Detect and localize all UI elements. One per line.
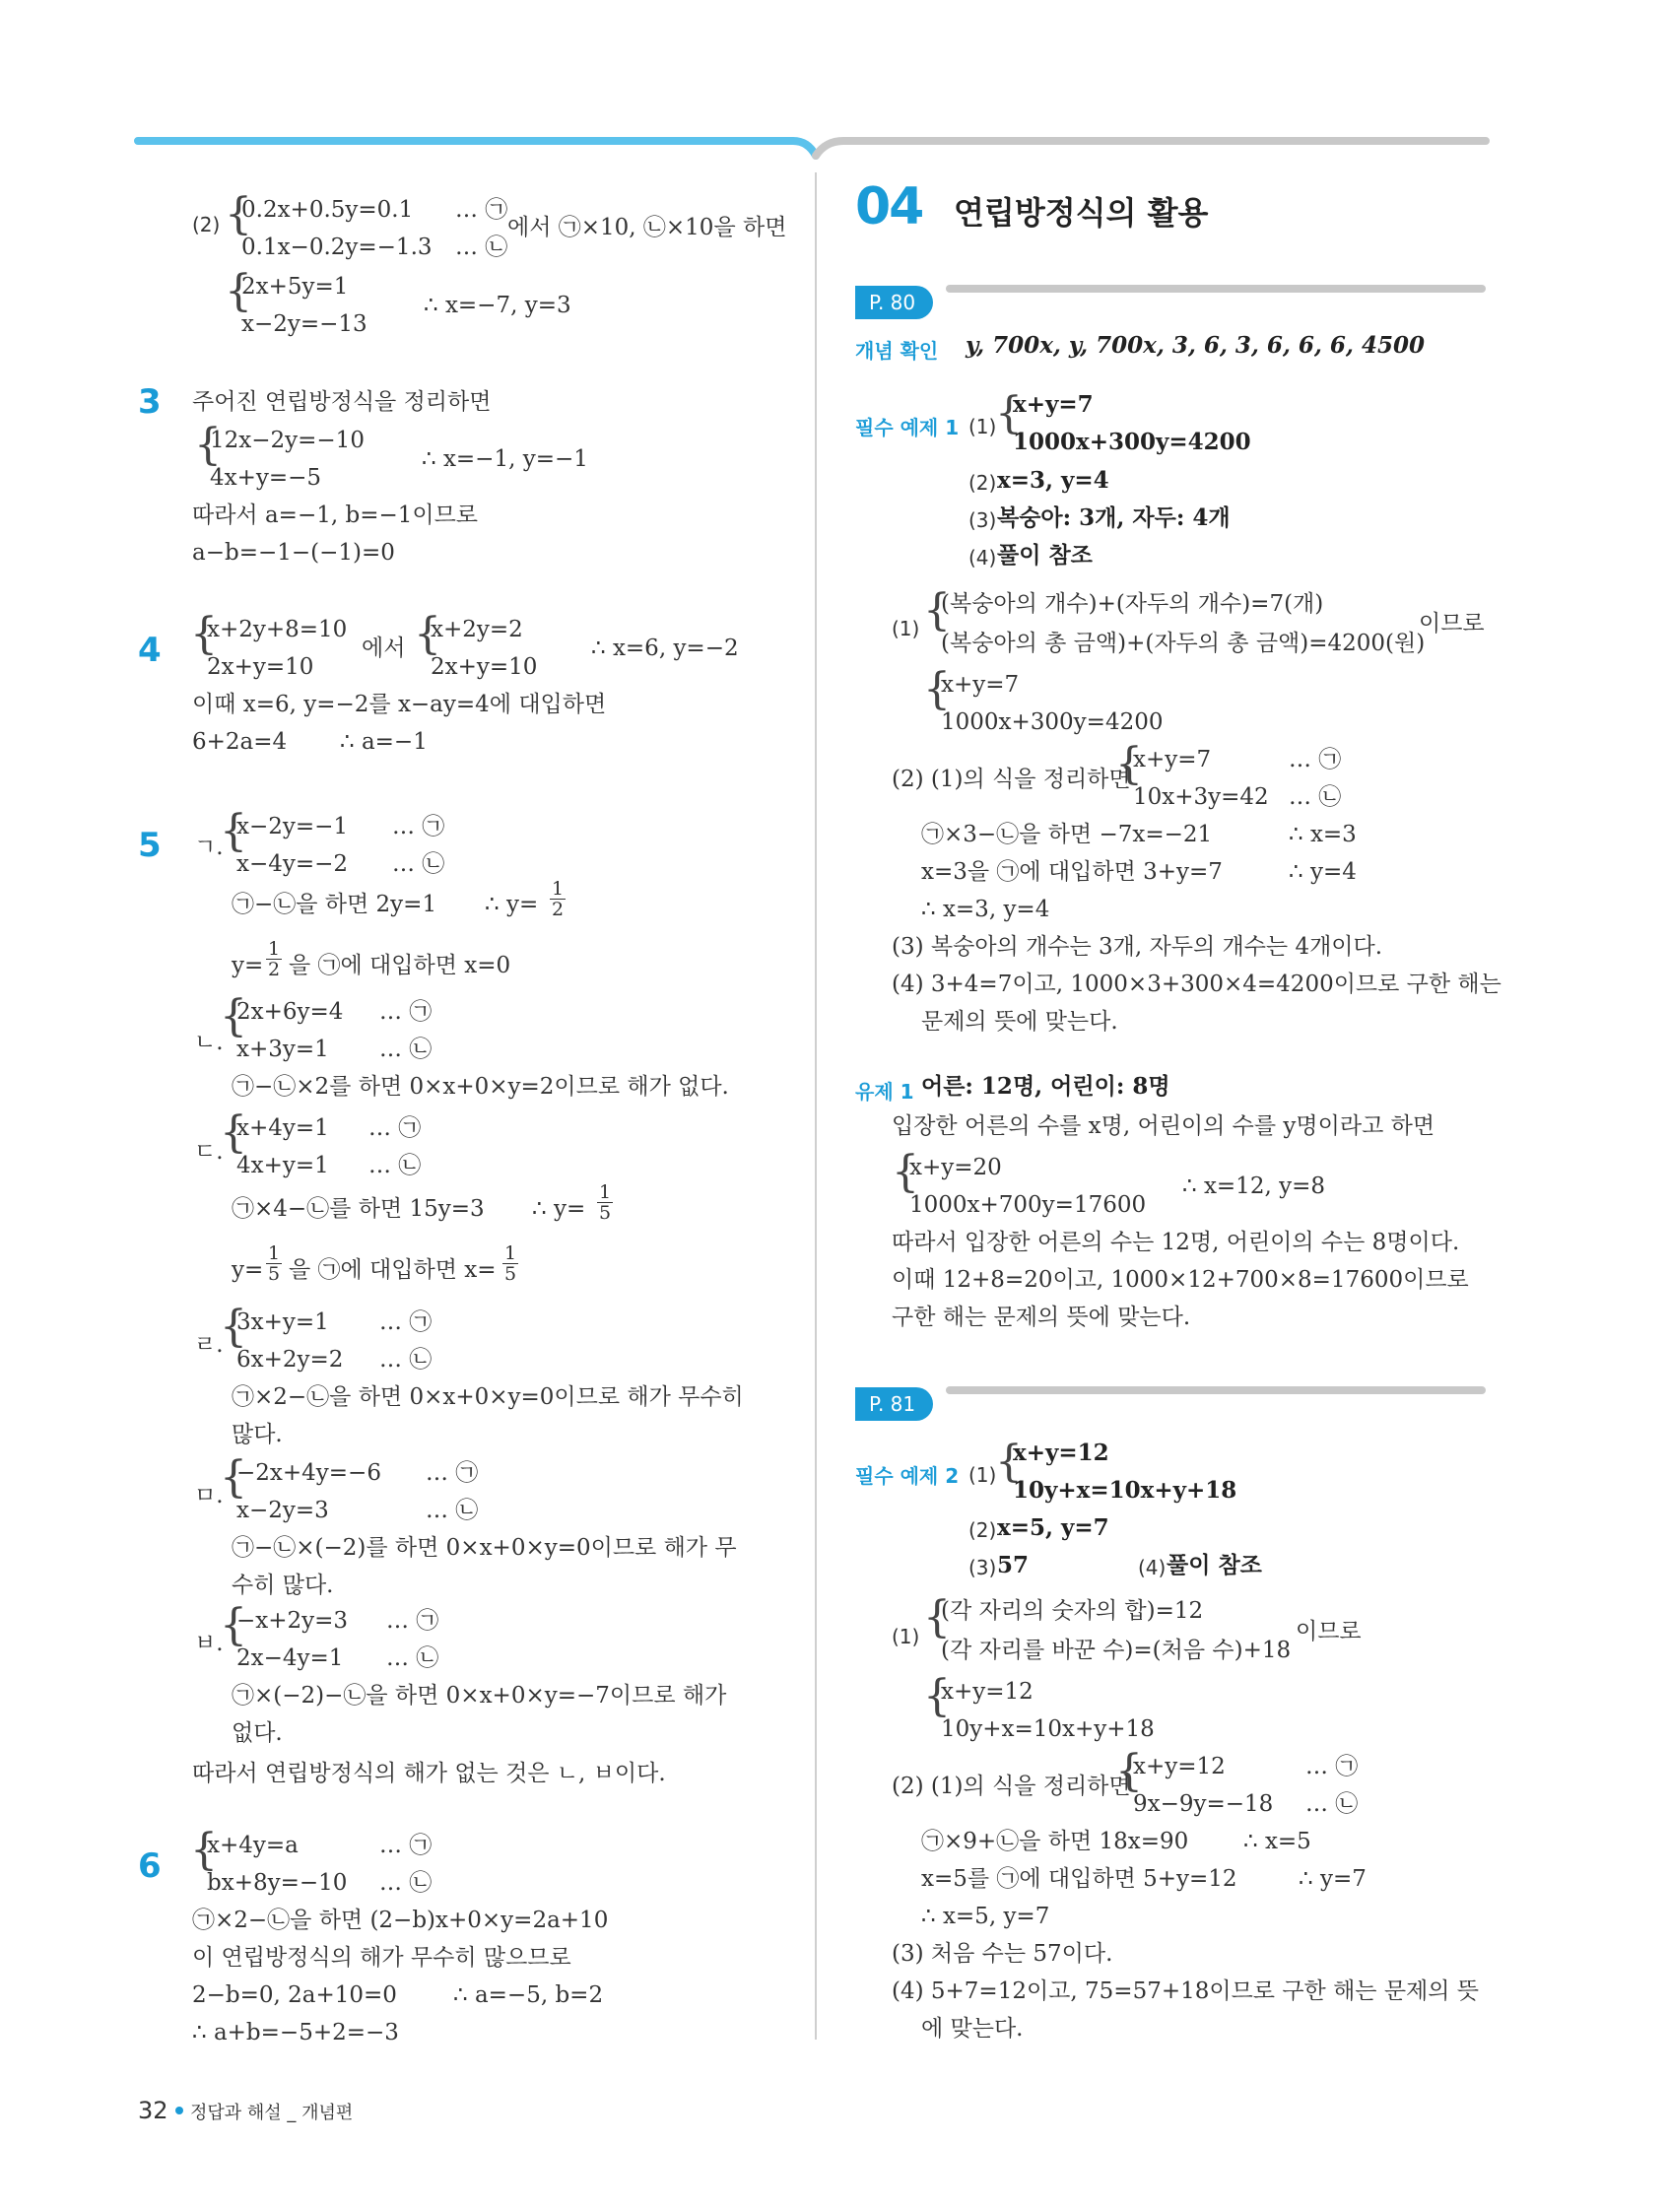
concept-answer: y, 700x, y, 700x, 3, 6, 3, 6, 6, 6, 4500 [966,332,1425,359]
brace: { [220,806,247,856]
text: 따라서 입장한 어른의 수는 12명, 어린이의 수는 8명이다. [892,1230,1460,1255]
eq-mark: … ㉡ [379,1347,433,1373]
eq-line: −2x+4y=−6 [236,1460,381,1486]
eq-line: 6x+2y=2 [236,1347,344,1373]
eq-line: 9x−9y=−18 [1133,1791,1274,1817]
eq-mark: … ㉡ [426,1498,479,1523]
page-ref-badge: P. 81 [855,1387,933,1421]
eq-mark: … ㉠ [379,1309,433,1335]
eq-line: x−2y=−13 [241,311,367,337]
brace: { [1115,1746,1143,1796]
item-label: (1) [968,1463,997,1487]
text: 이 연립방정식의 해가 무수히 많으므로 [192,1945,571,1971]
text: 에 맞는다. [921,2016,1024,2042]
fraction [266,939,282,979]
column-divider [815,172,817,2040]
numerator: 1 [268,1242,281,1264]
question-number: 5 [138,826,162,865]
eq-line: x+y=7 [941,672,1020,698]
eq-mark: … ㉡ [1289,784,1342,810]
eq-line: bx+8y=−10 [207,1870,348,1896]
text: 6+2a=4 [192,729,288,755]
result: ∴ x=−1, y=−1 [422,446,588,472]
result: ∴ x=3 [1289,822,1357,847]
eq-line: x+4y=1 [236,1115,329,1141]
text: ㉠×4−㉡를 하면 15y=3 [232,1196,485,1222]
eq-mark: … ㉠ [386,1608,439,1634]
brace: { [995,388,1023,438]
brace: { [923,585,951,636]
answer-line: 풀이 참조 [1167,1552,1262,1578]
eq-mark: … ㉠ [1305,1754,1359,1779]
text: y= [232,953,264,978]
text: a−b=−1−(−1)=0 [192,540,395,566]
text: 이므로 [1296,1619,1362,1644]
item-label: (3) [968,508,997,532]
eq-line: 2x+y=10 [431,654,538,680]
example-label: 필수 예제 1 [855,416,960,439]
eq-mark: … ㉡ [368,1153,422,1178]
item-label: (4) [968,546,997,570]
answer-line: 풀이 참조 [997,542,1093,569]
result: ∴ x=5 [1243,1829,1311,1854]
section-title: 연립방정식의 활용 [954,194,1209,232]
eq-line: 10x+3y=42 [1133,784,1269,810]
denominator: 2 [552,899,565,920]
brace: { [190,1825,218,1875]
brace: { [923,1671,951,1721]
fraction [597,1182,613,1223]
eq-line: 2x+5y=1 [241,274,349,300]
eq-line: 2x−4y=1 [236,1645,344,1671]
text: (복숭아의 개수)+(자두의 개수)=7(개) [941,591,1324,617]
numerator: 1 [599,1181,612,1203]
item-label: (2) [968,1518,997,1542]
brace: { [220,1107,247,1158]
brace: { [892,1147,919,1197]
text: x=3을 ㉠에 대입하면 3+y=7 [921,859,1223,885]
result: ∴ y=4 [1289,859,1357,885]
eq-mark: … ㉡ [379,1870,433,1896]
header-bar [0,0,1668,177]
text: 2−b=0, 2a+10=0 [192,1982,397,2008]
item-label: ㄴ. [194,1030,224,1055]
item-label: ㅁ. [194,1483,224,1508]
result: ∴ x=−7, y=3 [424,293,571,318]
text: 을 ㉠에 대입하면 x= [289,1257,497,1283]
item-label: ㄱ. [194,835,224,860]
brace: { [923,664,951,714]
answer-line: 57 [997,1552,1030,1578]
result: ∴ a=−5, b=2 [453,1982,604,2008]
item-label: (3) [968,1556,997,1579]
eq-line: 0.2x+0.5y=0.1 [241,197,414,223]
text: ㉠×2−㉡을 하면 0×x+0×y=0이므로 해가 무수히 [232,1384,744,1410]
eq-line: x+2y=2 [431,617,523,642]
text: 많다. [232,1422,283,1447]
text: 이므로 [1419,611,1485,637]
text: 이때 x=6, y=−2를 x−ay=4에 대입하면 [192,692,607,717]
example-label: 필수 예제 2 [855,1464,960,1488]
text: 따라서 연립방정식의 해가 없는 것은 ㄴ, ㅂ이다. [192,1761,666,1786]
eq-line: 3x+y=1 [236,1309,329,1335]
eq-line: −x+2y=3 [236,1608,349,1634]
result: ∴ a=−1 [340,729,428,755]
text: (2) (1)의 식을 정리하면 [892,1774,1131,1799]
eq-line: x+y=7 [1133,747,1212,772]
item-label: (2) [968,471,997,495]
numerator: 1 [268,938,281,960]
eq-mark: … ㉡ [392,851,445,877]
item-label: (4) [1138,1556,1167,1579]
eq-line: 12x−2y=−10 [210,428,365,453]
eq-line: x+2y+8=10 [207,617,348,642]
text: (3) 복숭아의 개수는 3개, 자두의 개수는 4개이다. [892,934,1383,960]
eq-line: 10y+x=10x+y+18 [941,1716,1155,1742]
denominator: 5 [504,1263,517,1285]
numerator: 1 [504,1242,517,1264]
text: (각 자리를 바꾼 수)=(처음 수)+18 [941,1638,1292,1663]
answer-line: 10y+x=10x+y+18 [1013,1477,1237,1504]
eq-mark: … ㉠ [455,197,508,223]
answer-line: x=5, y=7 [997,1514,1109,1541]
eq-line: x+4y=a [207,1833,299,1858]
eq-line: x−4y=−2 [236,851,349,877]
brace: { [220,991,247,1041]
brace: { [194,420,222,470]
eq-mark: … ㉠ [379,1833,433,1858]
eq-line: 4x+y=1 [236,1153,329,1178]
eq-line: x+3y=1 [236,1037,329,1062]
brace: { [414,609,441,659]
brace: { [225,189,252,239]
numerator: 1 [552,878,565,900]
result: ∴ x=12, y=8 [1182,1173,1325,1199]
page-number: 32 [138,2097,168,2124]
text: ㉠−㉡×2를 하면 0×x+0×y=2이므로 해가 없다. [232,1074,729,1100]
divider-line [946,1386,1486,1394]
concept-label: 개념 확인 [855,339,939,363]
eq-mark: … ㉡ [386,1645,439,1671]
text: 에서 ㉠×10, ㉡×10을 하면 [507,215,787,240]
item-label: ㄷ. [194,1139,224,1165]
item-label: (1) [968,415,997,438]
text: (2) (1)의 식을 정리하면 [892,767,1131,792]
text: y= [232,1257,264,1283]
bullet-icon [175,2107,183,2114]
eq-line: 1000x+700y=17600 [909,1192,1147,1218]
book-title: 정답과 해설 _ 개념편 [190,2103,354,2123]
eq-mark: … ㉠ [1289,747,1342,772]
eq-line: 4x+y=−5 [210,465,322,491]
item-label: (2) [192,213,221,236]
answer-line: 복숭아: 3개, 자두: 4개 [997,504,1231,531]
text: 문제의 뜻에 맞는다. [921,1009,1118,1035]
answer-line: x+y=7 [1013,391,1094,418]
eq-line: 2x+y=10 [207,654,314,680]
text: ㉠−㉡을 하면 2y=1 [232,892,437,917]
result: ∴ y=7 [1299,1866,1367,1892]
question-number: 4 [138,631,162,670]
brace: { [1115,739,1143,789]
denominator: 5 [268,1263,281,1285]
question-number: 3 [138,382,162,422]
section-number: 04 [855,177,923,236]
exercise-label: 유제 1 [855,1080,914,1104]
eq-line: x+y=12 [941,1679,1034,1705]
text: 따라서 a=−1, b=−1이므로 [192,503,479,528]
item-label: ㅂ. [194,1631,224,1656]
text: ㉠−㉡×(−2)를 하면 0×x+0×y=0이므로 해가 무 [232,1535,737,1561]
item-label: (1) [892,617,920,640]
text: x=5를 ㉠에 대입하면 5+y=12 [921,1866,1237,1892]
eq-mark: … ㉡ [379,1037,433,1062]
fraction [550,879,566,919]
text: (3) 처음 수는 57이다. [892,1941,1113,1967]
answer-line: 1000x+300y=4200 [1013,429,1251,455]
result: ∴ x=3, y=4 [921,897,1050,922]
result: ∴ y= [532,1196,586,1222]
text: 주어진 연립방정식을 정리하면 [192,389,492,415]
text: ㉠×3−㉡을 하면 −7x=−21 [921,822,1213,847]
eq-line: x+y=20 [909,1155,1002,1180]
brace: { [225,266,252,316]
text: 구한 해는 문제의 뜻에 맞는다. [892,1305,1191,1330]
answer-line: x+y=12 [1013,1440,1109,1466]
eq-mark: … ㉡ [1305,1791,1359,1817]
text: 이때 12+8=20이고, 1000×12+700×8=17600이므로 [892,1267,1469,1293]
divider-line [946,285,1486,293]
result: ∴ y= [485,892,539,917]
text: 없다. [232,1720,283,1746]
eq-line: 0.1x−0.2y=−1.3 [241,235,433,260]
text: ㉠×2−㉡을 하면 (2−b)x+0×y=2a+10 [192,1908,609,1933]
text: 수히 많다. [232,1573,334,1598]
eq-line: 2x+6y=4 [236,999,344,1025]
fraction [502,1243,518,1284]
eq-line: x+y=12 [1133,1754,1226,1779]
text: ㉠×(−2)−㉡을 하면 0×x+0×y=−7이므로 해가 [232,1683,727,1709]
text: 입장한 어른의 수를 x명, 어린이의 수를 y명이라고 하면 [892,1113,1435,1139]
exercise-answer: 어른: 12명, 어린이: 8명 [921,1073,1170,1100]
text: ㉠×9+㉡을 하면 18x=90 [921,1829,1189,1854]
eq-mark: … ㉠ [426,1460,479,1486]
text: 에서 [362,636,406,661]
answer-line: x=3, y=4 [997,467,1109,494]
denominator: 5 [599,1202,612,1224]
item-label: ㄹ. [194,1332,224,1358]
text: (복숭아의 총 금액)+(자두의 총 금액)=4200(원) [941,631,1426,656]
brace: { [190,609,218,659]
result: ∴ x=6, y=−2 [591,636,739,661]
eq-mark: … ㉡ [455,235,508,260]
text: 을 ㉠에 대입하면 x=0 [289,953,511,978]
text: (4) 3+4=7이고, 1000×3+300×4=4200이므로 구한 해는 [892,972,1501,997]
item-label: (1) [892,1625,920,1648]
brace: { [923,1592,951,1642]
brace: { [220,1600,247,1650]
eq-mark: … ㉠ [368,1115,422,1141]
brace: { [220,1452,247,1503]
eq-line: x−2y=3 [236,1498,329,1523]
eq-line: 1000x+300y=4200 [941,709,1164,735]
denominator: 2 [268,959,281,980]
text: (각 자리의 숫자의 합)=12 [941,1598,1204,1624]
fraction [266,1243,282,1284]
eq-mark: … ㉠ [379,999,433,1025]
brace: { [995,1437,1023,1487]
result: ∴ x=5, y=7 [921,1904,1050,1929]
question-number: 6 [138,1846,162,1886]
text: ∴ a+b=−5+2=−3 [192,2020,399,2045]
eq-line: x−2y=−1 [236,814,349,839]
eq-mark: … ㉠ [392,814,445,839]
page-ref-badge: P. 80 [855,286,933,319]
text: (4) 5+7=12이고, 75=57+18이므로 구한 해는 문제의 뜻 [892,1978,1480,2004]
brace: { [220,1302,247,1352]
